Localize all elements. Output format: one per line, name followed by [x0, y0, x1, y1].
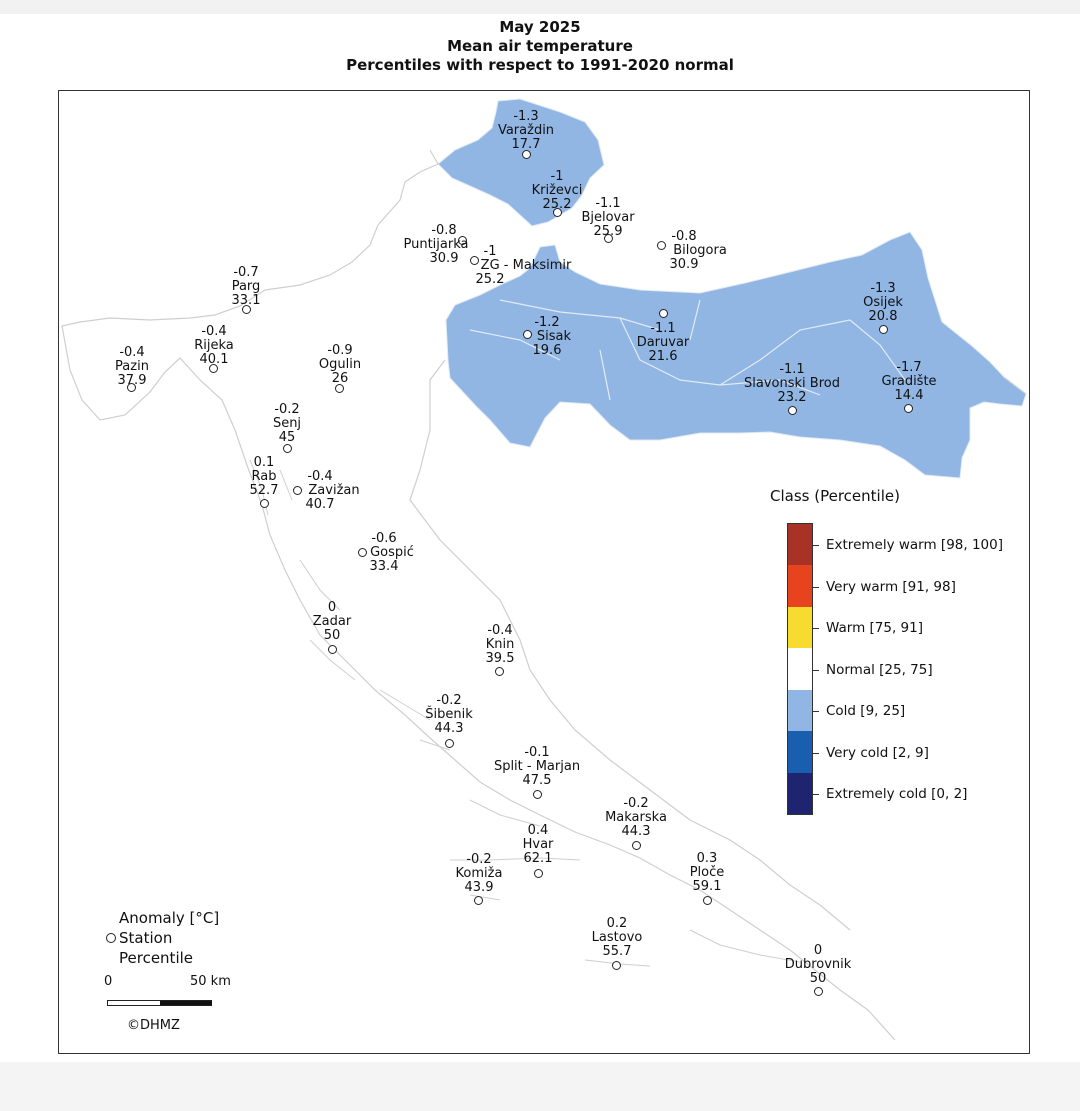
- station-anomaly-sibenik: -0.2: [436, 693, 462, 708]
- station-percentile-osijek: 20.8: [868, 309, 898, 324]
- station-anomaly-hvar: 0.4: [527, 823, 549, 838]
- legend-label-normal: Normal [25, 75]: [826, 662, 933, 678]
- station-name-varazdin: Varaždin: [497, 123, 555, 138]
- station-percentile-rab: 52.7: [249, 483, 279, 498]
- station-marker-daruvar: [659, 309, 668, 318]
- station-anomaly-bjelovar: -1.1: [595, 196, 621, 211]
- station-name-knin: Knin: [485, 637, 515, 652]
- station-name-sisak: Sisak: [536, 329, 572, 344]
- station-percentile-varazdin: 17.7: [511, 137, 541, 152]
- station-anomaly-zg-maksimir: -1: [483, 244, 497, 259]
- station-percentile-pazin: 37.9: [117, 373, 147, 388]
- station-name-senj: Senj: [272, 416, 302, 431]
- station-anomaly-puntijarka: -0.8: [431, 223, 457, 238]
- station-name-ploce: Ploče: [689, 865, 725, 880]
- station-percentile-sisak: 19.6: [532, 343, 562, 358]
- station-name-rab: Rab: [251, 469, 277, 484]
- station-marker-senj: [283, 444, 292, 453]
- station-marker-icon: [106, 933, 116, 943]
- station-percentile-ploce: 59.1: [692, 879, 722, 894]
- legend-title: Class (Percentile): [770, 487, 900, 505]
- station-marker-ploce: [703, 896, 712, 905]
- scale-zero-label: 0: [104, 974, 113, 989]
- scale-bar-fill: [160, 1001, 212, 1005]
- station-percentile-zg-maksimir: 25.2: [475, 272, 505, 287]
- station-name-rijeka: Rijeka: [194, 338, 234, 353]
- station-name-gradiste: Gradište: [881, 374, 937, 389]
- key-percentile-label: Percentile: [119, 949, 194, 967]
- legend-swatch-cold: [788, 690, 812, 731]
- scale-distance-label: 50 km: [190, 974, 231, 989]
- station-anomaly-ploce: 0.3: [696, 851, 718, 866]
- station-percentile-parg: 33.1: [231, 293, 261, 308]
- station-name-zg-maksimir: ZG - Maksimir: [480, 258, 572, 273]
- legend-tick: [813, 753, 819, 754]
- station-marker-slavonski-brod: [788, 406, 797, 415]
- legend-swatch-very-cold: [788, 731, 812, 772]
- key-station-row: [106, 928, 219, 948]
- legend-swatch-extremely-cold: [788, 773, 812, 814]
- legend-tick: [813, 670, 819, 671]
- station-marker-osijek: [879, 325, 888, 334]
- station-anomaly-zavizan: -0.4: [307, 469, 333, 484]
- station-marker-zadar: [328, 645, 337, 654]
- legend-tick: [813, 628, 819, 629]
- station-name-krizevci: Križevci: [531, 183, 583, 198]
- station-anomaly-varazdin: -1.3: [513, 109, 539, 124]
- station-anomaly-zadar: 0: [327, 600, 337, 615]
- station-anomaly-knin: -0.4: [487, 623, 513, 638]
- station-name-pazin: Pazin: [115, 359, 149, 374]
- station-percentile-slavonski-brod: 23.2: [777, 390, 807, 405]
- station-name-zadar: Zadar: [312, 614, 352, 629]
- station-anomaly-lastovo: 0.2: [606, 916, 628, 931]
- station-percentile-ogulin: 26: [331, 371, 349, 386]
- station-percentile-komiza: 43.9: [464, 880, 494, 895]
- station-marker-lastovo: [612, 961, 621, 970]
- station-percentile-gradiste: 14.4: [894, 388, 924, 403]
- station-anomaly-gospic: -0.6: [371, 531, 397, 546]
- station-anomaly-krizevci: -1: [550, 169, 564, 184]
- station-percentile-makarska: 44.3: [621, 824, 651, 839]
- station-name-osijek: Osijek: [863, 295, 903, 310]
- legend-label-extremely-warm: Extremely warm [98, 100]: [826, 537, 1003, 553]
- station-anomaly-komiza: -0.2: [466, 852, 492, 867]
- station-anomaly-ogulin: -0.9: [327, 343, 353, 358]
- station-anomaly-gradiste: -1.7: [896, 360, 922, 375]
- station-name-slavonski-brod: Slavonski Brod: [744, 376, 840, 391]
- station-percentile-knin: 39.5: [485, 651, 515, 666]
- station-anomaly-slavonski-brod: -1.1: [779, 362, 805, 377]
- legend-tick: [813, 587, 819, 588]
- station-name-bilogora: Bilogora: [673, 243, 727, 258]
- station-anomaly-senj: -0.2: [274, 402, 300, 417]
- credit: ©DHMZ: [127, 1018, 180, 1033]
- station-percentile-dubrovnik: 50: [809, 971, 827, 986]
- station-marker-knin: [495, 667, 504, 676]
- legend-tick: [813, 794, 819, 795]
- legend-colorbar: [787, 523, 813, 815]
- station-marker-split-marjan: [533, 790, 542, 799]
- station-anomaly-rijeka: -0.4: [201, 324, 227, 339]
- station-percentile-zadar: 50: [323, 628, 341, 643]
- station-percentile-zavizan: 40.7: [305, 497, 335, 512]
- station-anomaly-sisak: -1.2: [534, 315, 560, 330]
- station-percentile-sibenik: 44.3: [434, 721, 464, 736]
- legend-label-very-warm: Very warm [91, 98]: [826, 579, 956, 595]
- station-marker-sibenik: [445, 739, 454, 748]
- station-percentile-senj: 45: [278, 430, 296, 445]
- station-name-split-marjan: Split - Marjan: [493, 759, 581, 774]
- station-percentile-rijeka: 40.1: [199, 352, 229, 367]
- scale-bar: [107, 1000, 212, 1006]
- station-anomaly-daruvar: -1.1: [650, 321, 676, 336]
- legend-label-warm: Warm [75, 91]: [826, 620, 923, 636]
- station-name-dubrovnik: Dubrovnik: [784, 957, 852, 972]
- station-name-puntijarka: Puntijarka: [403, 237, 469, 252]
- station-name-daruvar: Daruvar: [636, 335, 690, 350]
- legend-label-very-cold: Very cold [2, 9]: [826, 745, 929, 761]
- bottom-bar: [0, 1062, 1080, 1111]
- station-anomaly-dubrovnik: 0: [813, 943, 823, 958]
- station-anomaly-makarska: -0.2: [623, 796, 649, 811]
- station-percentile-krizevci: 25.2: [542, 197, 572, 212]
- legend-swatch-warm: [788, 607, 812, 648]
- map-title: May 2025: [499, 18, 581, 36]
- station-name-lastovo: Lastovo: [591, 930, 643, 945]
- station-name-gospic: Gospić: [370, 545, 414, 560]
- station-name-hvar: Hvar: [522, 837, 554, 852]
- station-anomaly-osijek: -1.3: [870, 281, 896, 296]
- legend-label-extremely-cold: Extremely cold [0, 2]: [826, 786, 968, 802]
- map-subtitle: Mean air temperature: [447, 37, 633, 55]
- station-anomaly-pazin: -0.4: [119, 345, 145, 360]
- station-percentile-puntijarka: 30.9: [429, 251, 459, 266]
- station-marker-dubrovnik: [814, 987, 823, 996]
- station-percentile-bjelovar: 25.9: [593, 224, 623, 239]
- legend-tick: [813, 545, 819, 546]
- station-name-zavizan: Zavižan: [308, 483, 360, 498]
- station-key: [106, 908, 219, 968]
- station-marker-komiza: [474, 896, 483, 905]
- station-name-makarska: Makarska: [605, 810, 667, 825]
- station-marker-gradiste: [904, 404, 913, 413]
- station-name-sibenik: Šibenik: [425, 707, 473, 722]
- station-name-bjelovar: Bjelovar: [581, 210, 635, 225]
- legend-label-cold: Cold [9, 25]: [826, 703, 906, 719]
- station-anomaly-rab: 0.1: [253, 455, 275, 470]
- key-station-label: Station: [119, 929, 173, 947]
- station-anomaly-split-marjan: -0.1: [524, 745, 550, 760]
- key-anomaly-label: Anomaly [°C]: [119, 909, 220, 927]
- station-percentile-daruvar: 21.6: [648, 349, 678, 364]
- legend-swatch-very-warm: [788, 565, 812, 606]
- map-subtitle-normal: Percentiles with respect to 1991-2020 normal: [346, 56, 734, 74]
- station-percentile-bilogora: 30.9: [669, 257, 699, 272]
- station-percentile-hvar: 62.1: [523, 851, 553, 866]
- station-percentile-split-marjan: 47.5: [522, 773, 552, 788]
- station-anomaly-bilogora: -0.8: [671, 229, 697, 244]
- station-percentile-lastovo: 55.7: [602, 944, 632, 959]
- station-marker-makarska: [632, 841, 641, 850]
- legend-tick: [813, 711, 819, 712]
- legend-swatch-normal: [788, 648, 812, 689]
- legend-swatch-extremely-warm: [788, 524, 812, 565]
- station-name-ogulin: Ogulin: [318, 357, 362, 372]
- station-percentile-gospic: 33.4: [369, 559, 399, 574]
- station-name-parg: Parg: [231, 279, 261, 294]
- station-name-komiza: Komiža: [455, 866, 503, 881]
- station-anomaly-parg: -0.7: [233, 265, 259, 280]
